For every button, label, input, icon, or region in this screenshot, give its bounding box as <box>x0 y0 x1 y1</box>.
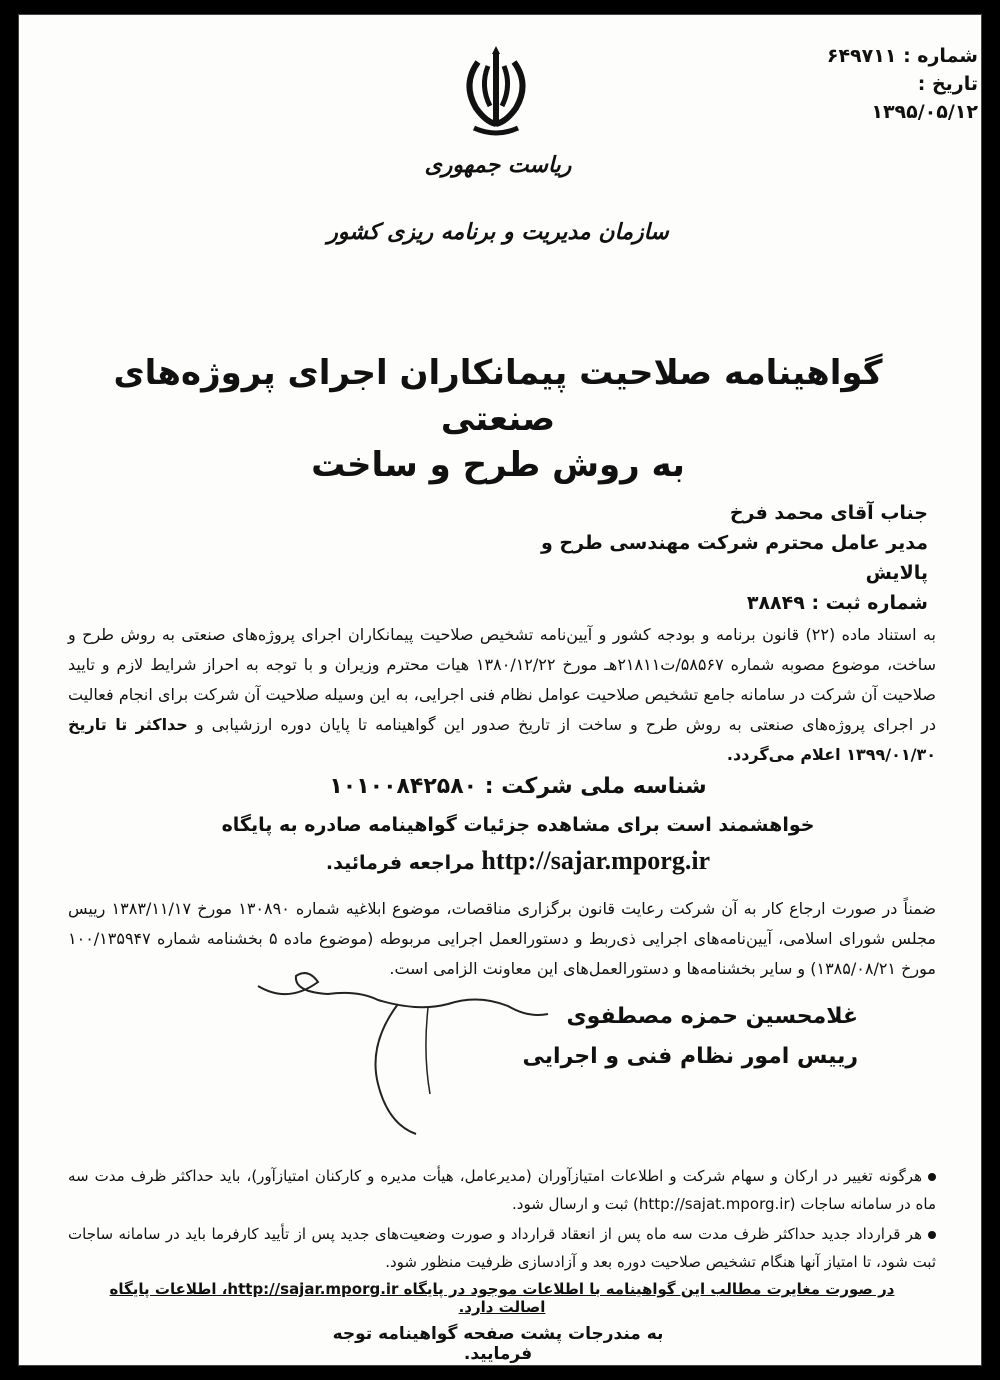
request-suffix: مراجعه فرمائید. <box>325 852 475 874</box>
date-value: ۱۳۹۵/۰۵/۱۲ <box>871 101 978 123</box>
certificate-title <box>88 350 908 488</box>
recipient-position: مدیر عامل محترم شرکت مهندسی طرح و پالایش <box>540 532 928 584</box>
certificate-sheet <box>18 14 982 1366</box>
title-line-2: به روش طرح و ساخت <box>311 445 685 485</box>
main-paragraph-text: به استناد ماده (۲۲) قانون برنامه و بودجه کشور و آیین‌نامه تشخیص صلاحیت پیمانکاران اجرای پروژه‌های صنعتی به روش طرح و ساخت، موضوع مصوبه شماره ۵۸۵۶۷/ت۲۱۸۱۱هـ مورخ ۱۳۸۰/۱۲/۲۲ هیات محترم وزیران و با توجه به احراز شرایط لازم و تایید صلاحیت آن شرکت در سامانه جامع تشخیص صلاحیت عوامل نظام فنی اجرایی، به این وسیله صلاحیت آن شرکت برای انجام فعالیت در اجرای پروژه‌های صنعتی به روش طرح و ساخت از تاریخ صدور این گواهینامه تا پایان دوره ارزشیابی و <box>68 625 937 734</box>
note-item <box>68 1220 936 1276</box>
sajar-link[interactable]: http://sajar.mporg.ir <box>481 846 711 875</box>
national-id-label: شناسه ملی شرکت : <box>484 774 707 799</box>
validity-date-text: حداکثر تا تاریخ ۱۳۹۹/۰۱/۳۰ اعلام می‌گردد. <box>68 715 936 764</box>
note-text: هر قرارداد جدید حداکثر ظرف مدت سه ماه پس از انعقاد قرارداد و صورت وضعیت‌های جدید پس از تأیید کارفرما باید در سامانه ساجات ثبت شود، تا امتیاز آنها هنگام تشخیص صلاحیت دوره بعد و آزادسازی ظرفیت منظور شود. <box>68 1225 936 1271</box>
bullet-icon <box>928 1231 936 1239</box>
national-id-value: ۱۰۱۰۰۸۴۲۵۸۰ <box>329 774 478 799</box>
footer-note: به مندرجات پشت صفحه گواهینامه توجه فرمایید. <box>332 1324 664 1364</box>
main-paragraph <box>68 620 936 770</box>
recipient-name: جناب آقای محمد فرخ <box>729 502 928 524</box>
recipient-block <box>488 498 928 618</box>
date-row <box>818 70 978 126</box>
iran-emblem-icon <box>448 44 544 144</box>
number-value: ۶۴۹۷۱۱ <box>826 45 897 67</box>
notes-list <box>68 1162 936 1278</box>
registration-value: ۳۸۸۴۹ <box>746 592 805 614</box>
registration-row <box>488 588 928 618</box>
title-line-1: گواهینامه صلاحیت پیمانکاران اجرای پروژه‌های صنعتی <box>113 353 883 439</box>
org-line-2: سازمان مدیریت و برنامه ریزی کشور <box>327 219 669 245</box>
bullet-icon <box>928 1173 936 1181</box>
signatory-name: غلامحسین حمزه مصطفوی <box>566 1004 858 1029</box>
registration-label: شماره ثبت : <box>811 592 928 614</box>
secondary-paragraph: ضمناً در صورت ارجاع کار به آن شرکت رعایت قانون برگزاری مناقصات، موضوع ابلاغیه شماره ۱۳۰۸۹۰ مورخ ۱۳۸۳/۱۱/۱۷ رییس مجلس شورای اسلامی، آیین‌نامه‌های اجرایی ذی‌ربط و دستورالعمل اجرایی مربوطه (موضوع ماده ۵ بخشنامه شماره ۱۰۰/۱۳۵۹۴۷ مورخ ۱۳۸۵/۰۸/۲۱) و سایر بخشنامه‌ها و دستورالعمل‌های این معاونت الزامی است. <box>68 899 937 978</box>
national-id-row <box>298 774 738 799</box>
number-label: شماره : <box>903 45 978 67</box>
authenticity-warning: در صورت مغایرت مطالب این گواهینامه با اطلاعات موجود در پایگاه http://sajar.mporg.ir، اطلاعات پایگاه اصالت دارد. <box>109 1280 895 1316</box>
date-label: تاریخ : <box>917 73 978 95</box>
document-meta <box>818 42 978 126</box>
number-row <box>818 42 978 70</box>
note-item <box>68 1162 936 1218</box>
note-text: هرگونه تغییر در ارکان و سهام شرکت و اطلاعات امتیازآوران (مدیرعامل، هیأت مدیره و کارکنان امتیازآور)، باید حداکثر ظرف مدت سه ماه در سامانه ساجات (http://sajat.mporg.ir) ثبت و ارسال شود. <box>68 1167 936 1213</box>
request-line-2 <box>268 846 768 876</box>
request-line-1: خواهشمند است برای مشاهده جزئیات گواهینامه صادره به پایگاه <box>221 814 815 836</box>
org-line-1: ریاست جمهوری <box>424 152 572 178</box>
signatory-role: رییس امور نظام فنی و اجرایی <box>522 1044 858 1069</box>
